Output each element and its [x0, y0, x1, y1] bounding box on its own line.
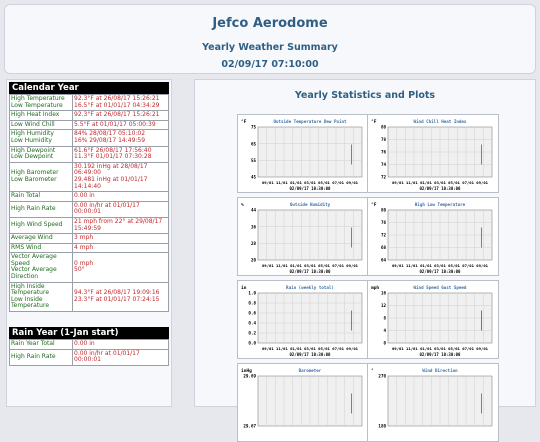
stat-value: 94.3°F at 26/08/17 19:09:16 23.3°F at 01/01/17 07:24:15 — [73, 282, 169, 311]
stat-value: 30.192 inHg at 28/08/17 06:49:00 29.481 inHg at 01/01/17 14:14:40 — [73, 162, 169, 191]
plot-date: 02/09/17 10:30:00 — [419, 186, 461, 191]
y-tick-label: 0.2 — [248, 330, 256, 336]
stat-row — [10, 111, 169, 121]
plot-unit: ° — [371, 369, 374, 374]
y-tick-label: 64 — [380, 257, 386, 263]
stat-value: 84% 28/08/17 05:10:02 16% 29/08/17 14:49:59 — [73, 130, 169, 146]
y-tick-label: 80 — [380, 124, 386, 130]
y-tick-label: 20 — [250, 257, 256, 263]
stat-row — [10, 234, 169, 244]
stat-row — [10, 192, 169, 202]
stat-label: Low Wind Chill — [10, 120, 73, 130]
plot-thumbnail[interactable] — [237, 363, 369, 442]
x-tick-labels: 09/01 11/01 01/01 03/01 05/01 07/01 09/01 — [261, 263, 359, 268]
rain-year-table — [9, 339, 169, 366]
y-tick-label: 65 — [250, 141, 256, 147]
x-tick-labels: 09/01 11/01 01/01 03/01 05/01 07/01 09/01 — [261, 180, 359, 185]
stat-label: High Inside Temperature Low Inside Temperature — [10, 282, 73, 311]
stat-value: 3 mph — [73, 234, 169, 244]
y-tick-label: 78 — [380, 137, 386, 143]
stat-label: High Wind Speed — [10, 217, 73, 233]
stat-row — [10, 130, 169, 146]
plot-date: 02/09/17 10:30:00 — [289, 186, 331, 191]
y-tick-label: 0.8 — [248, 300, 256, 306]
y-tick-label: 0.0 — [248, 340, 256, 346]
calendar-year-table — [9, 94, 169, 312]
stat-value: 5.5°F at 01/01/17 05:00:39 — [73, 120, 169, 130]
plot-title: Outside Temperature Dew Point — [273, 119, 347, 124]
y-tick-label: 74 — [380, 162, 386, 168]
stat-row — [10, 217, 169, 233]
stat-row — [10, 349, 169, 365]
plot-thumbnail[interactable] — [367, 280, 499, 359]
plot-unit: % — [241, 203, 244, 208]
calendar-year-title: Calendar Year — [9, 82, 169, 94]
stat-label: Average Wind — [10, 234, 73, 244]
y-tick-label: 76 — [380, 220, 386, 226]
plots-title: Yearly Statistics and Plots — [294, 90, 436, 101]
stat-value: 0 mph 50° — [73, 253, 169, 282]
stat-label: Vector Average Speed Vector Average Direction — [10, 253, 73, 282]
plot-title: High Low Temperature — [414, 202, 466, 207]
plot-svg — [368, 198, 498, 275]
plot-title: Wind Chill Heat Index — [413, 119, 467, 124]
plot-unit: inHg — [241, 369, 252, 374]
stat-value: 92.3°F at 26/08/17 15:26:21 16.5°F at 01/01/17 04:34:29 — [73, 95, 169, 111]
plot-unit: in — [241, 286, 247, 291]
stat-row — [10, 253, 169, 282]
stat-value: 4 mph — [73, 243, 169, 253]
page-header — [4, 4, 536, 74]
stat-row — [10, 120, 169, 130]
plot-thumbnail[interactable] — [237, 280, 369, 359]
y-tick-label: 0.4 — [248, 320, 256, 326]
stat-label: High Rain Rate — [10, 349, 73, 365]
x-tick-labels: 09/01 11/01 01/01 03/01 05/01 07/01 09/01 — [391, 346, 489, 351]
stat-row — [10, 95, 169, 111]
stat-label: Rain Total — [10, 192, 73, 202]
y-tick-label: 4 — [383, 328, 386, 334]
plot-title: Barometer — [298, 368, 322, 373]
plot-svg — [368, 115, 498, 192]
plot-svg — [238, 281, 368, 358]
y-tick-label: 29.69 — [243, 373, 256, 379]
plot-svg — [368, 364, 498, 441]
x-tick-labels: 09/01 11/01 01/01 03/01 05/01 07/01 09/01 — [261, 346, 359, 351]
stat-value: 0.00 in/hr at 01/01/17 00:00:01 — [73, 349, 169, 365]
y-tick-label: 8 — [383, 315, 386, 321]
y-tick-label: 55 — [250, 157, 256, 163]
plot-date: 02/09/17 10:30:00 — [419, 352, 461, 357]
stat-label: High Humidity Low Humidity — [10, 130, 73, 146]
plot-title: Wind Direction — [422, 368, 458, 373]
plot-unit: °F — [241, 120, 247, 125]
y-tick-label: 0 — [383, 340, 386, 346]
plot-svg — [238, 115, 368, 192]
stat-label: High Barometer Low Barometer — [10, 162, 73, 191]
plot-unit: °F — [371, 203, 377, 208]
plot-svg — [238, 364, 368, 441]
stat-label: Rain Year Total — [10, 340, 73, 350]
x-tick-labels: 09/01 11/01 01/01 03/01 05/01 07/01 09/01 — [391, 263, 489, 268]
y-tick-label: 36 — [250, 224, 256, 230]
plot-thumbnail[interactable] — [367, 363, 499, 442]
y-tick-label: 72 — [380, 174, 386, 180]
y-tick-label: 80 — [380, 207, 386, 213]
plot-unit: mph — [371, 286, 380, 291]
y-tick-label: 76 — [380, 149, 386, 155]
station-name: Jefco Aerodome — [212, 16, 328, 31]
stat-label: High Temperature Low Temperature — [10, 95, 73, 111]
y-tick-label: 45 — [250, 174, 256, 180]
plot-thumbnail[interactable] — [367, 114, 499, 193]
y-tick-label: 1.0 — [248, 290, 256, 296]
plot-svg — [238, 198, 368, 275]
stat-row — [10, 243, 169, 253]
stat-value: 0.00 in/hr at 01/01/17 00:00:01 — [73, 201, 169, 217]
stat-value: 21 mph from 22° at 29/08/17 15:49:59 — [73, 217, 169, 233]
stat-value: 92.3°F at 26/08/17 15:26:21 — [73, 111, 169, 121]
y-tick-label: 180 — [378, 423, 386, 429]
stat-row — [10, 146, 169, 162]
x-tick-labels: 09/01 11/01 01/01 03/01 05/01 07/01 09/01 — [391, 180, 489, 185]
stat-label: High Dewpoint Low Dewpoint — [10, 146, 73, 162]
plot-unit: °F — [371, 120, 377, 125]
stat-row — [10, 282, 169, 311]
stat-row — [10, 162, 169, 191]
stat-value: 0.00 in — [73, 192, 169, 202]
plot-date: 02/09/17 10:30:00 — [419, 269, 461, 274]
y-tick-label: 44 — [250, 207, 256, 213]
y-tick-label: 270 — [378, 373, 386, 379]
stat-label: High Heat Index — [10, 111, 73, 121]
plot-svg — [368, 281, 498, 358]
y-tick-label: 72 — [380, 232, 386, 238]
y-tick-label: 75 — [250, 124, 256, 130]
summary-datetime: 02/09/17 07:10:00 — [221, 59, 319, 70]
stat-value: 61.6°F 26/08/17 17:56:40 11.3°F 01/01/17 07:30:28 — [73, 146, 169, 162]
y-tick-label: 0.6 — [248, 310, 256, 316]
stat-row — [10, 201, 169, 217]
plots-panel — [194, 79, 536, 429]
y-tick-label: 29.67 — [243, 423, 256, 429]
y-tick-label: 68 — [380, 245, 386, 251]
stat-label: RMS Wind — [10, 243, 73, 253]
plot-title: Outside Humidity — [289, 202, 331, 207]
y-tick-label: 16 — [380, 290, 386, 296]
plot-thumbnail[interactable] — [237, 114, 369, 193]
plot-thumbnail[interactable] — [237, 197, 369, 276]
stat-row — [10, 340, 169, 350]
plot-date: 02/09/17 10:30:00 — [289, 269, 331, 274]
plot-thumbnail[interactable] — [367, 197, 499, 276]
summary-subtitle: Yearly Weather Summary — [202, 42, 338, 53]
plot-title: Rain (weekly total) — [286, 285, 334, 290]
stat-value: 0.00 in — [73, 340, 169, 350]
plot-date: 02/09/17 10:30:00 — [289, 352, 331, 357]
y-tick-label: 12 — [380, 303, 386, 309]
stats-panel — [6, 79, 172, 407]
y-tick-label: 28 — [250, 240, 256, 246]
plot-title: Wind Speed Gust Speed — [413, 285, 467, 290]
rain-year-title: Rain Year (1-Jan start) — [9, 327, 169, 339]
stat-label: High Rain Rate — [10, 201, 73, 217]
